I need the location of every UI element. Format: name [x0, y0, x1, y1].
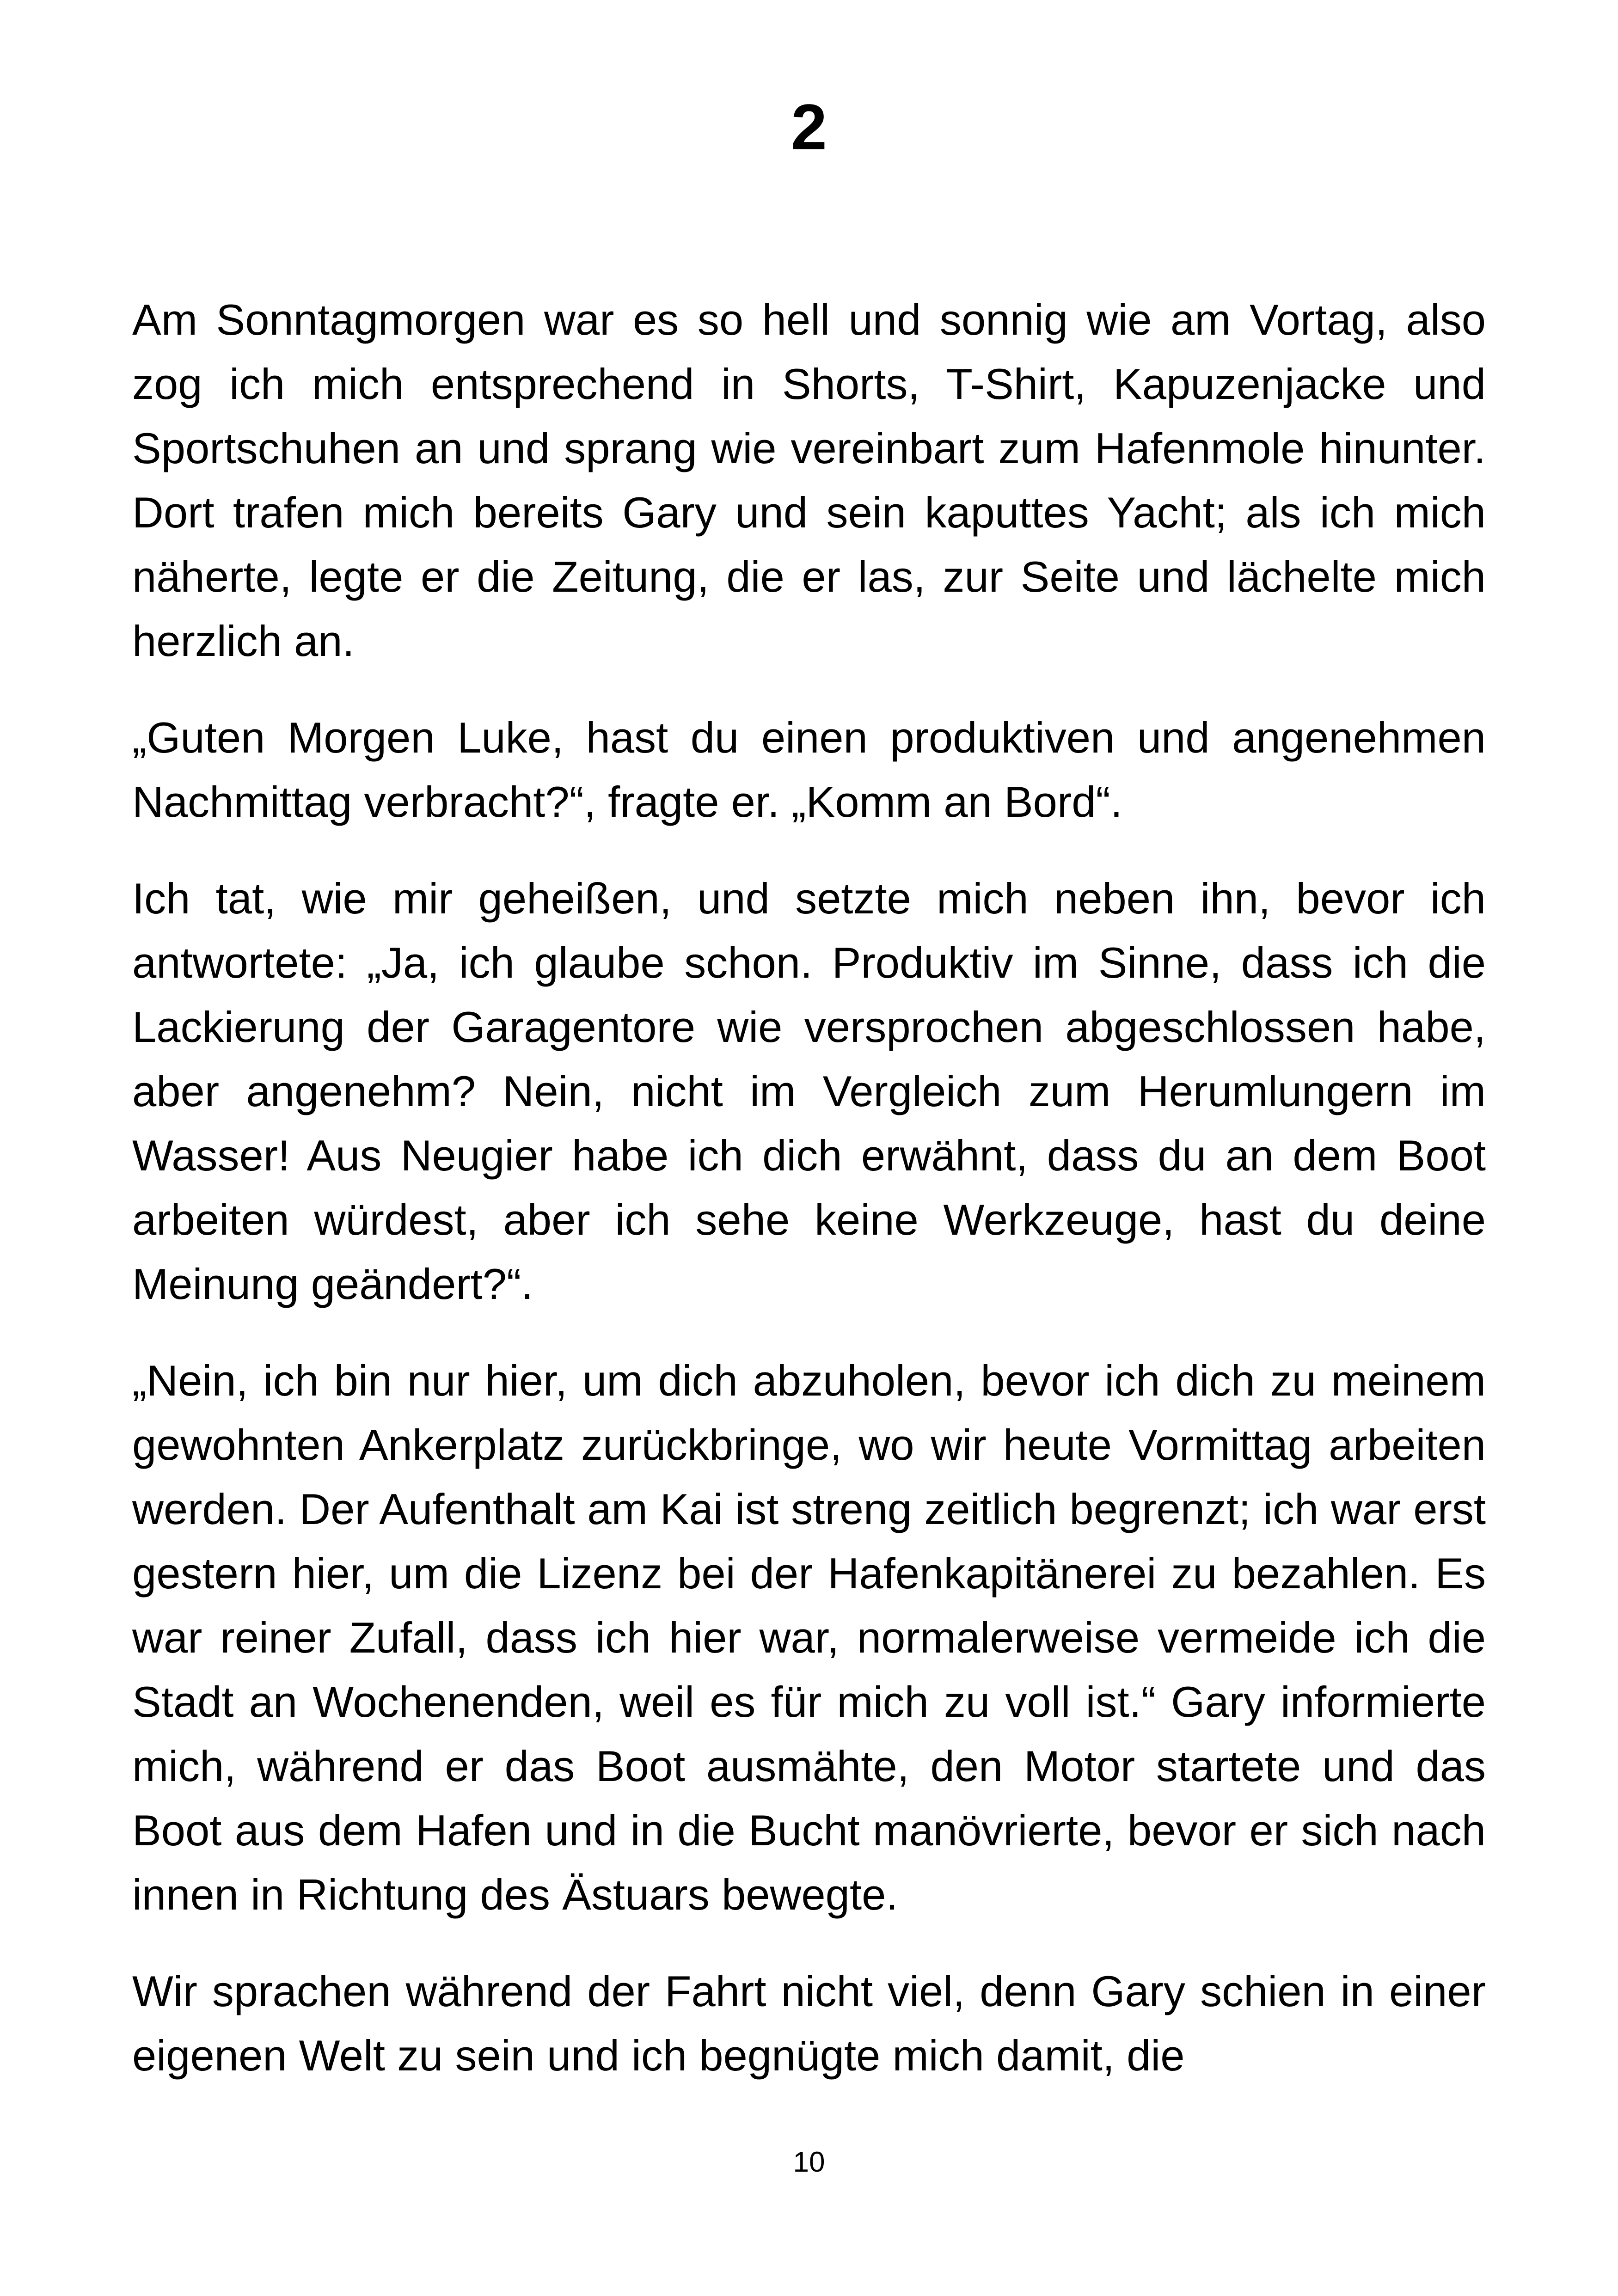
page-number: 10 [793, 2146, 825, 2178]
paragraph: „Guten Morgen Luke, hast du einen produktiven und angenehmen Nachmittag verbracht?“, fragte er. „Komm an Bord“. [132, 713, 1486, 826]
chapter-number: 2 [791, 91, 827, 163]
chapter-body [132, 288, 1486, 2120]
paragraph: Wir sprachen während der Fahrt nicht viel, denn Gary schien in einer eigenen Welt zu sein und ich begnügte mich damit, die [132, 1967, 1486, 2080]
paragraph: Am Sonntagmorgen war es so hell und sonnig wie am Vortag, also zog ich mich entsprechend in Shorts, T-Shirt, Kapuzenjacke und Sportschuhen an und sprang wie vereinbart zum Hafenmole hinunter. Dort trafen mich bereits Gary und sein kaputtes Yacht; als ich mich näherte, legte er die Zeitung, die er las, zur Seite und lächelte mich herzlich an. [132, 295, 1486, 665]
paragraph: Ich tat, wie mir geheißen, und setzte mich neben ihn, bevor ich antwortete: „Ja, ich glaube schon. Produktiv im Sinne, dass ich die Lackierung der Garagentore wie versprochen abgeschlossen habe, aber angenehm? Nein, nicht im Vergleich zum Herumlungern im Wasser! Aus Neugier habe ich dich erwähnt, dass du an dem Boot arbeiten würdest, aber ich sehe keine Werkzeuge, hast du deine Meinung geändert?“. [132, 874, 1486, 1308]
paragraph: „Nein, ich bin nur hier, um dich abzuholen, bevor ich dich zu meinem gewohnten Ankerplatz zurückbringe, wo wir heute Vormittag arbeiten werden. Der Aufenthalt am Kai ist streng zeitlich begrenzt; ich war erst gestern hier, um die Lizenz bei der Hafenkapitänerei zu bezahlen. Es war reiner Zufall, dass ich hier war, normalerweise vermeide ich die Stadt an Wochenenden, weil es für mich zu voll ist.“ Gary informierte mich, während er das Boot ausmähte, den Motor startete und das Boot aus dem Hafen und in die Bucht manövrierte, bevor er sich nach innen in Richtung des Ästuars bewegte. [132, 1356, 1486, 1919]
